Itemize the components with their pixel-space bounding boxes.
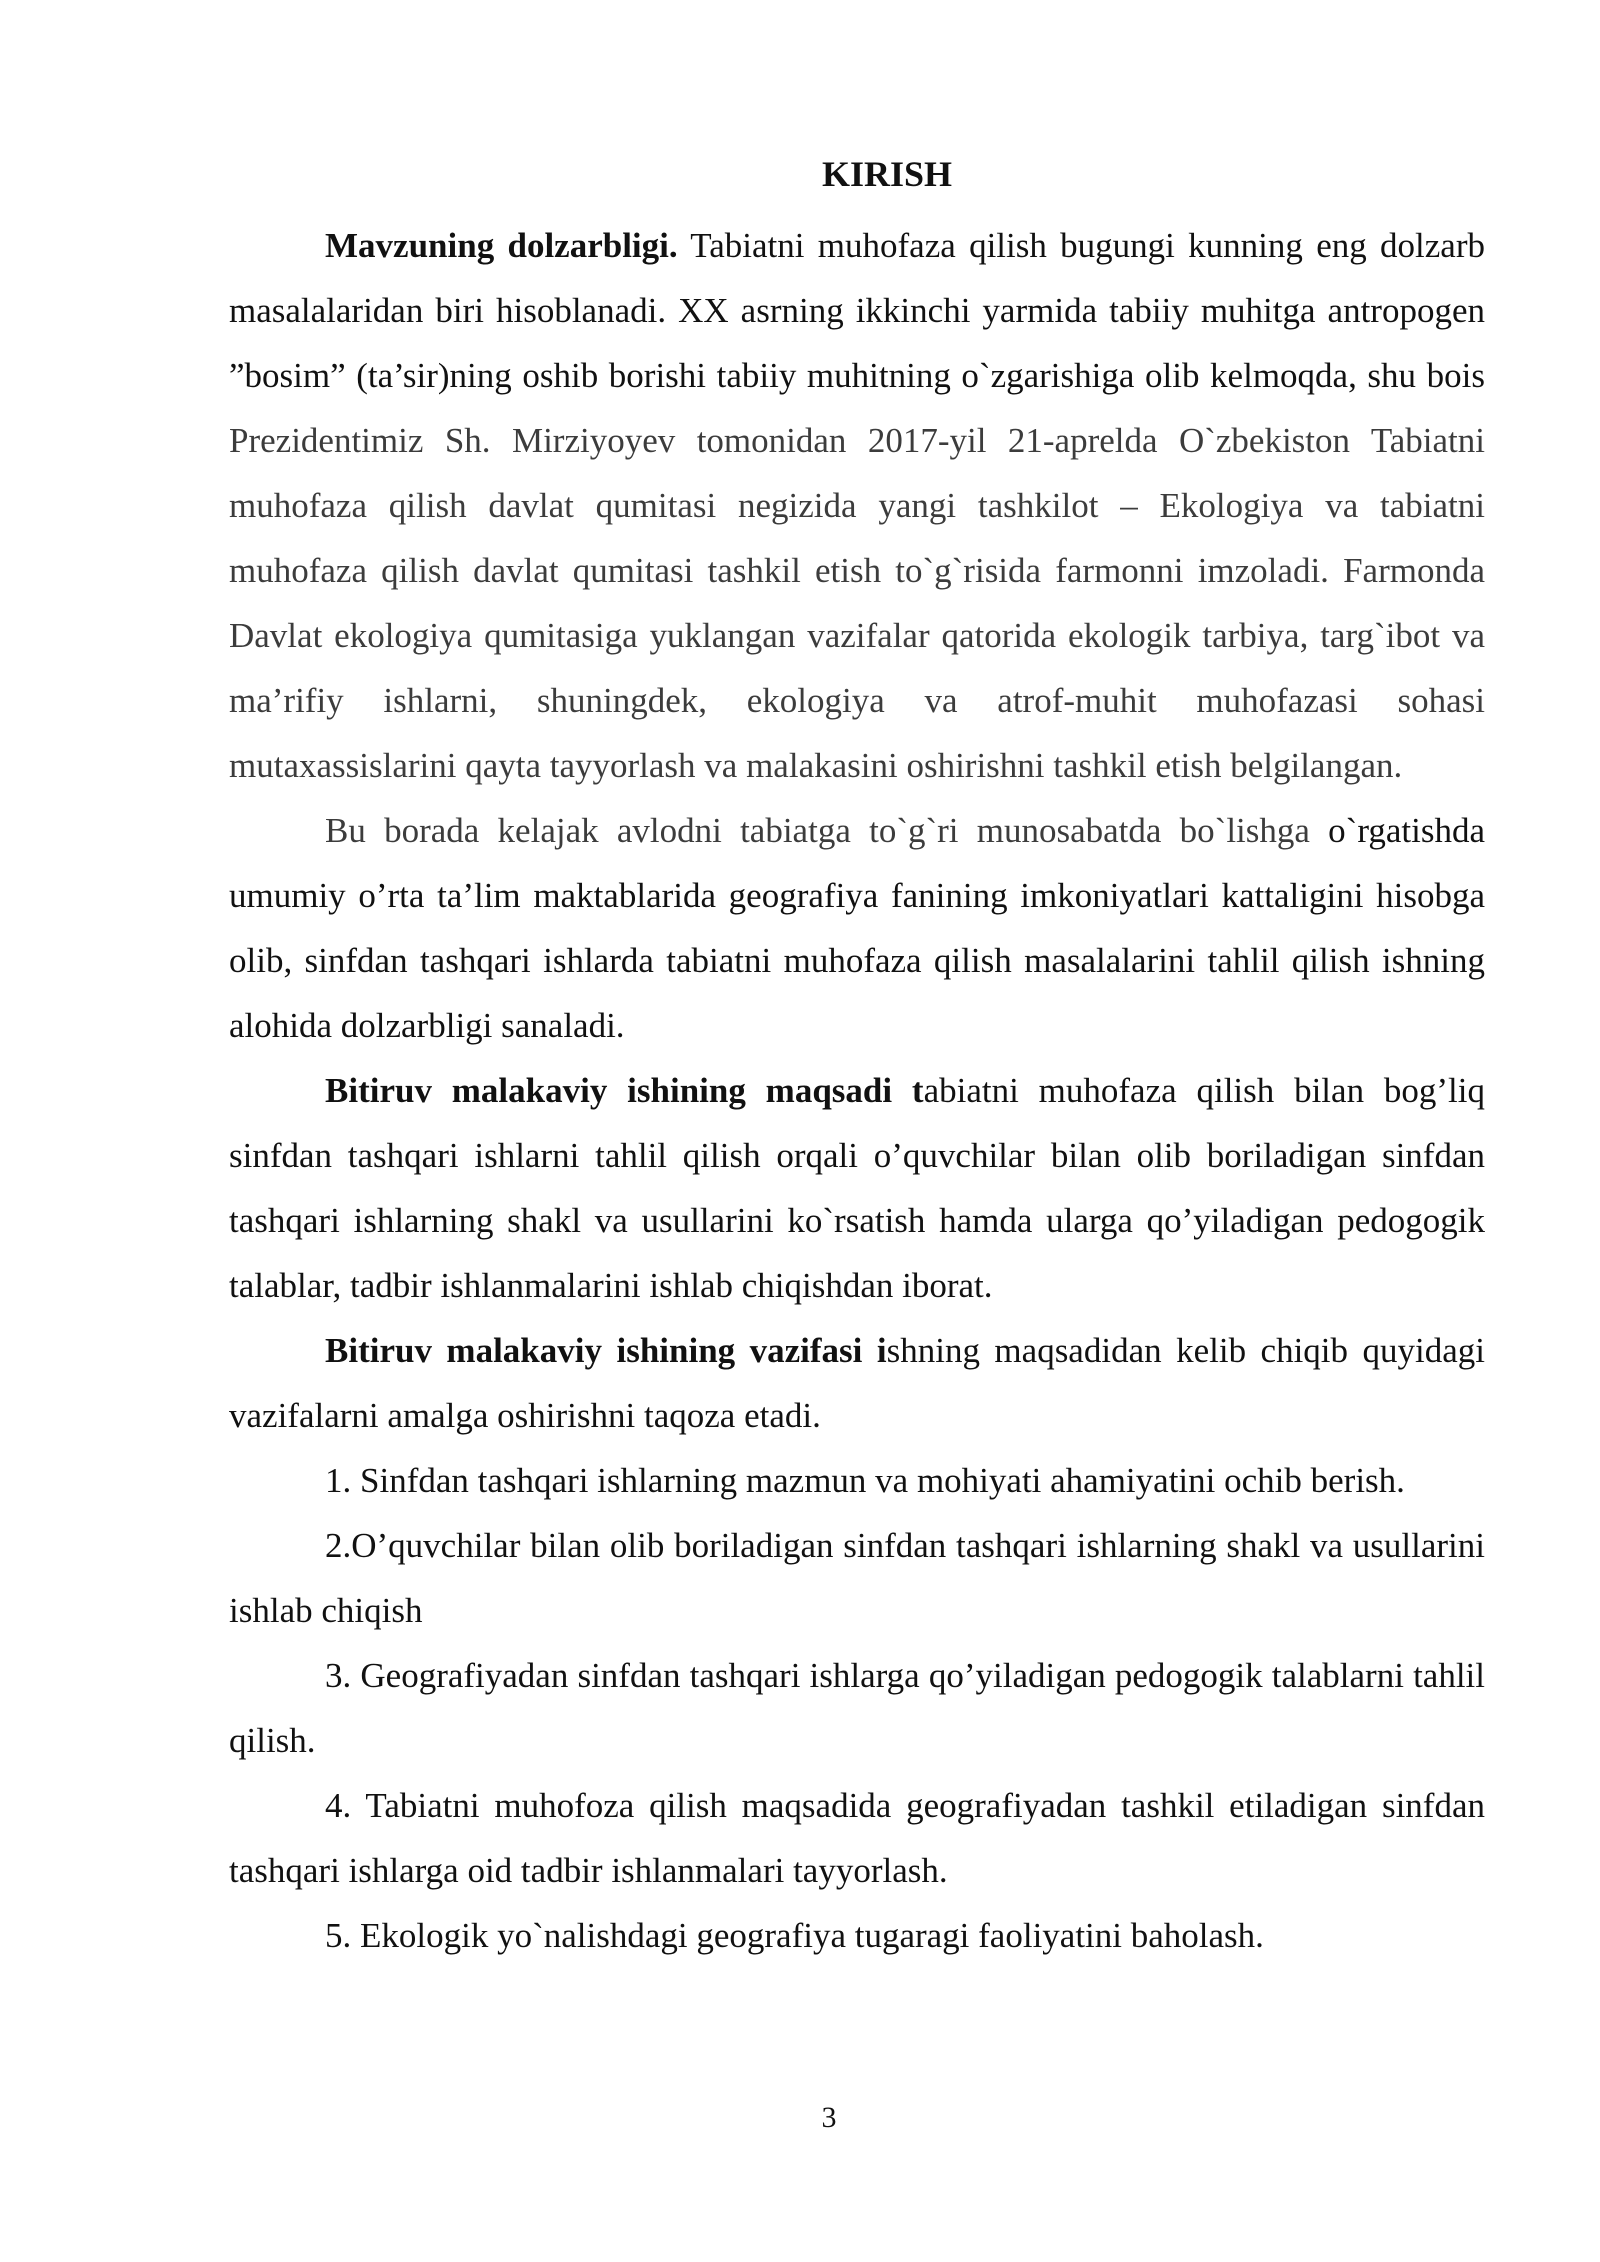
- paragraph-tasks: [229, 1318, 1485, 1448]
- paragraph-text: Bu borada kelajak avlodni tabiatga to`g`ri munosabatda bo`lishga: [325, 811, 1310, 850]
- page-number: 3: [821, 2101, 837, 2134]
- list-item: 4. Tabiatni muhofoza qilish maqsadida geografiyadan tashkil etiladigan sinfdan tashqari ishlarga oid tadbir ishlanmalari tayyorlash.: [229, 1786, 1485, 1890]
- paragraph-lead: Bitiruv malakaviy ishining vazifasi i: [325, 1331, 887, 1370]
- list-item: 5. Ekologik yo`nalishdagi geografiya tugaragi faoliyatini baholash.: [325, 1916, 1264, 1955]
- paragraph-relevance: [229, 213, 1485, 798]
- paragraph-lead: Bitiruv malakaviy ishining maqsadi t: [325, 1071, 924, 1110]
- document-body: [229, 148, 1485, 1968]
- paragraph-lead: Mavzuning dolzarbligi.: [325, 226, 678, 265]
- list-item: 2.O’quvchilar bilan olib boriladigan sinfdan tashqari ishlarning shakl va usullarini ishlab chiqish: [229, 1526, 1485, 1630]
- paragraph-text: Tabiatni muhofaza qilish bugungi kunning eng dolzarb masalalaridan biri hisoblanadi. XX asrning ikkinchi yarmida tabiiy muhitga antropogen ”bosim” (ta’sir)ning oshib borishi tabiiy muhitning o`zgarishiga olib kelmoqda, shu bois: [229, 226, 1485, 395]
- paragraph-text: abiatni muhofaza qilish bilan bog’liq sinfdan tashqari ishlarni tahlil qilish orqali o’quvchilar bilan olib boriladigan sinfdan tashqari ishlarning shakl va usullarini ko`rsatish hamda ularga qo’yiladigan pedogogik talablar, tadbir ishlanmalarini ishlab chiqishdan iborat.: [229, 1071, 1485, 1305]
- paragraph-text: shning maqsadidan kelib chiqib quyidagi vazifalarni amalga oshirishni taqoza etadi.: [229, 1331, 1485, 1435]
- paragraph-geography: [229, 798, 1485, 1058]
- section-title: KIRISH: [821, 154, 953, 194]
- list-item: 1. Sinfdan tashqari ishlarning mazmun va mohiyati ahamiyatini ochib berish.: [325, 1461, 1405, 1500]
- paragraph-text: o`rgatishda umumiy o’rta ta’lim maktablarida geografiya fanining imkoniyatlari kattaligini hisobga olib, sinfdan tashqari ishlarda tabiatni muhofaza qilish masalalarini tahlil qilish ishning alohida dolzarbligi sanaladi.: [229, 811, 1485, 1045]
- paragraph-goal: [229, 1058, 1485, 1318]
- paragraph-text: Prezidentimiz Sh. Mirziyoyev tomonidan 2017-yil 21-aprelda O`zbekiston Tabiatni muhofaza qilish davlat qumitasi negizida yangi tashkilot – Ekologiya va tabiatni muhofaza qilish davlat qumitasi tashkil etish to`g`risida farmonni imzoladi. Farmonda Davlat ekologiya qumitasiga yuklangan vazifalar qatorida ekologik tarbiya, targ`ibot va ma’rifiy ishlarni, shuningdek, ekologiya va atrof-muhit muhofazasi sohasi mutaxassislarini qayta tayyorlash va malakasini oshirishni tashkil etish belgilangan.: [229, 421, 1485, 785]
- list-item: 3. Geografiyadan sinfdan tashqari ishlarga qo’yiladigan pedogogik talablarni tahlil qilish.: [229, 1656, 1485, 1760]
